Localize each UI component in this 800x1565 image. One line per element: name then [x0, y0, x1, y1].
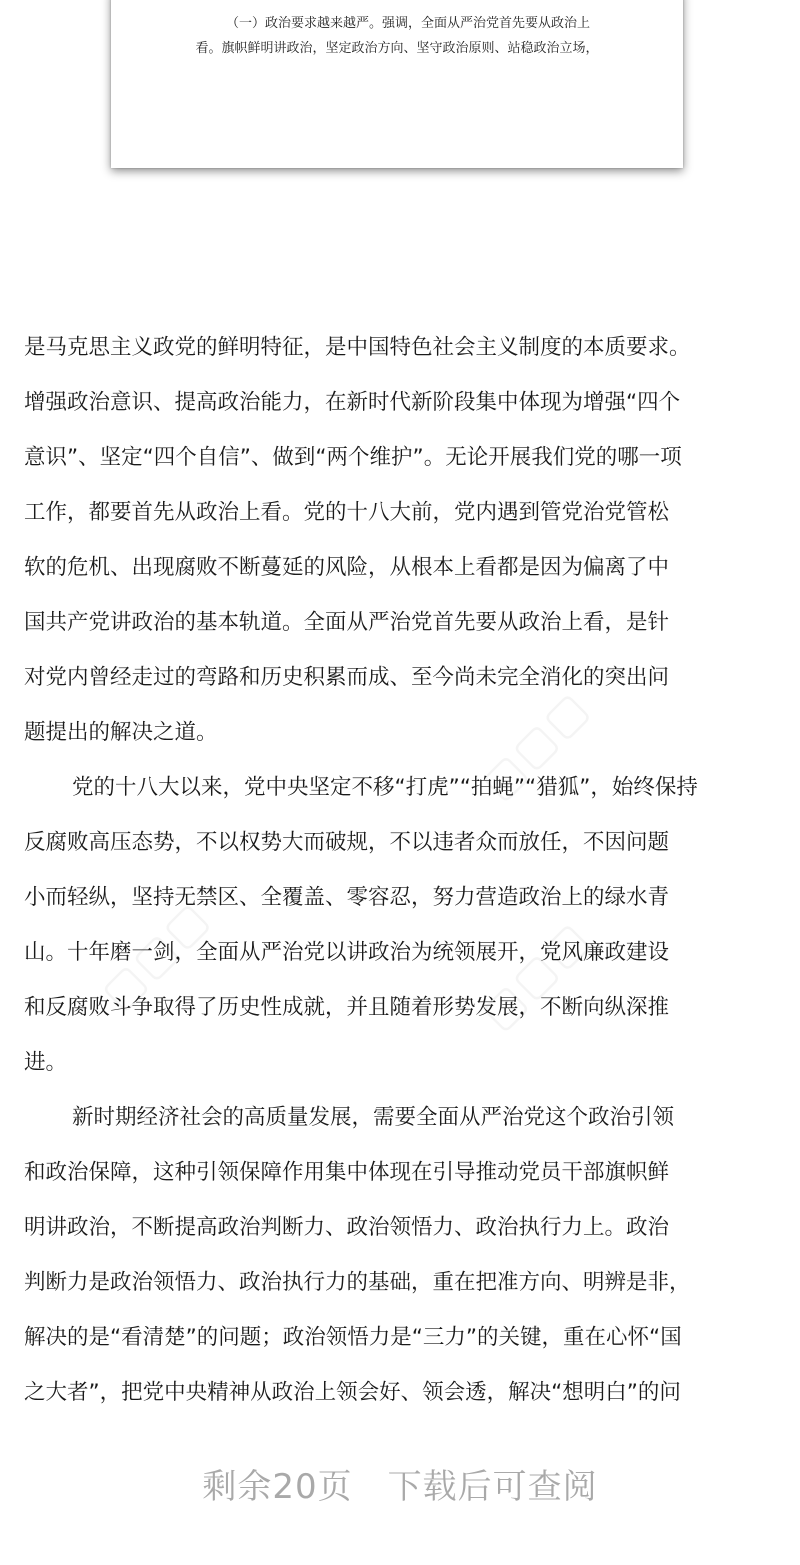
- text-line: 意识”、坚定“四个自信”、做到“两个维护”。无论开展我们党的哪一项: [24, 445, 682, 470]
- text-line: 山。十年磨一剑，全面从严治党以讲政治为统领展开，党风廉政建设: [24, 940, 670, 965]
- text-line: 新时期经济社会的高质量发展，需要全面从严治党这个政治引领: [72, 1105, 675, 1130]
- download-to-read-more-button[interactable]: 剩余20页 下载后可查阅: [202, 1467, 598, 1507]
- text-line: 党的十八大以来，党中央坚定不移“打虎”“拍蝇”“猎狐”，始终保持: [72, 775, 698, 800]
- text-line: 软的危机、出现腐败不断蔓延的风险，从根本上看都是因为偏离了中: [24, 555, 670, 580]
- preview-line-2: 看。旗帜鲜明讲政治，坚定政治方向、坚守政治原则、站稳政治立场，: [195, 41, 599, 56]
- document-body: [24, 320, 794, 1420]
- text-line: 判断力是政治领悟力、政治执行力的基础，重在把准方向、明辨是非，: [24, 1270, 691, 1295]
- text-line: 国共产党讲政治的基本轨道。全面从严治党首先要从政治上看，是针: [24, 610, 670, 635]
- text-line: 之大者”，把党中央精神从政治上领会好、领会透，解决“想明白”的问: [24, 1380, 681, 1405]
- text-line: 小而轻纵，坚持无禁区、全覆盖、零容忍，努力营造政治上的绿水青: [24, 885, 670, 910]
- text-line: 是马克思主义政党的鲜明特征，是中国特色社会主义制度的本质要求。: [24, 335, 691, 360]
- preview-line-1: （一）政治要求越来越严。强调，全面从严治党首先要从政治上: [225, 16, 590, 31]
- text-line: 和反腐败斗争取得了历史性成就，并且随着形势发展，不断向纵深推: [24, 995, 670, 1020]
- text-line: 题提出的解决之道。: [24, 720, 218, 745]
- paragraph-3: [24, 1090, 794, 1420]
- text-line: 反腐败高压态势，不以权势大而破规，不以违者众而放任，不因问题: [24, 830, 670, 855]
- preview-page-card: [111, 0, 683, 168]
- paragraph-1: [24, 320, 794, 760]
- text-line: 解决的是“看清楚”的问题；政治领悟力是“三力”的关键，重在心怀“国: [24, 1325, 682, 1350]
- text-line: 明讲政治，不断提高政治判断力、政治领悟力、政治执行力上。政治: [24, 1215, 670, 1240]
- paragraph-2: [24, 760, 794, 1090]
- text-line: 对党内曾经走过的弯路和历史积累而成、至今尚未完全消化的突出问: [24, 665, 670, 690]
- text-line: 工作，都要首先从政治上看。党的十八大前，党内遇到管党治党管松: [24, 500, 670, 525]
- text-line: 增强政治意识、提高政治能力，在新时代新阶段集中体现为增强“四个: [24, 390, 681, 415]
- text-line: 和政治保障，这种引领保障作用集中体现在引导推动党员干部旗帜鲜: [24, 1160, 670, 1185]
- text-line: 进。: [24, 1050, 68, 1075]
